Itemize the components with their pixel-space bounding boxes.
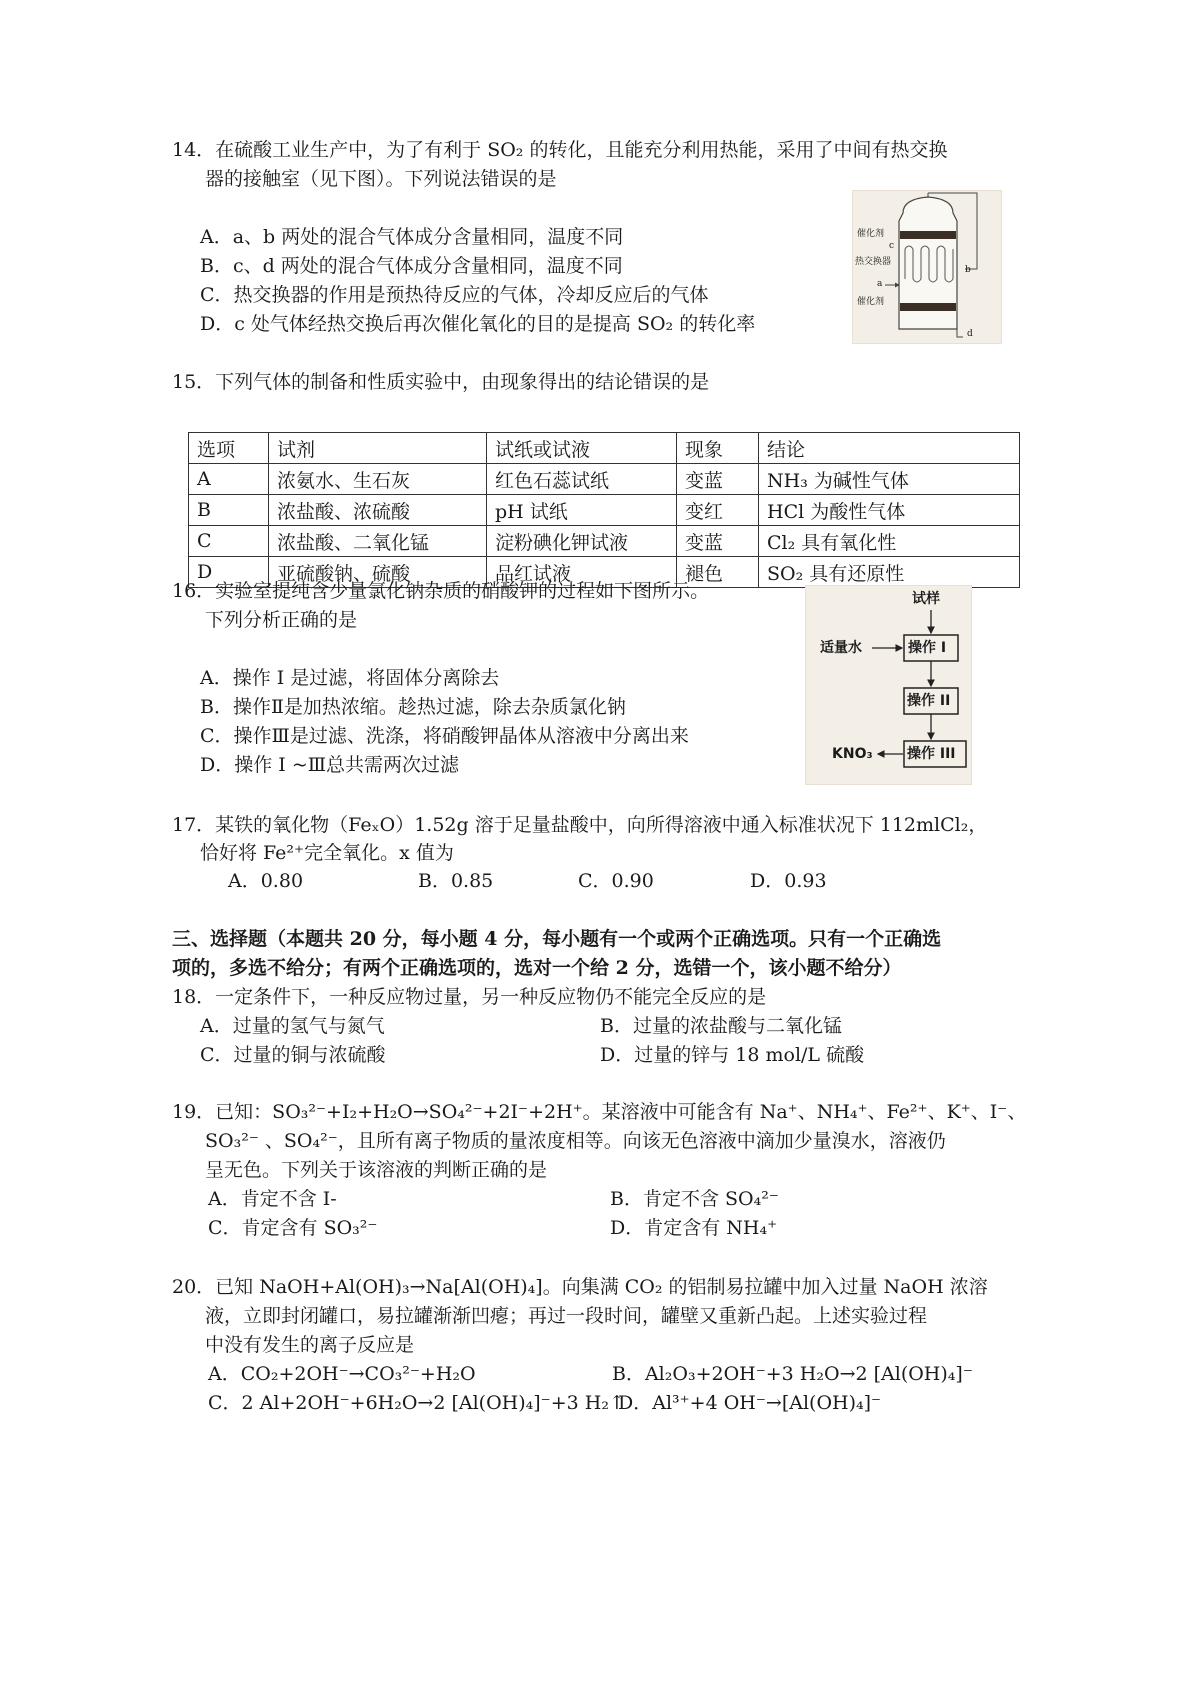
q20-option-d: D．Al³⁺+4 OH⁻→[Al(OH)₄]⁻ — [618, 1392, 882, 1414]
q16-stem-line2: 下列分析正确的是 — [205, 609, 358, 631]
q15-stem: 15．下列气体的制备和性质实验中，由现象得出的结论错误的是 — [172, 371, 710, 393]
q19-option-d: D．肯定含有 NH₄⁺ — [610, 1217, 778, 1239]
q14-option-d: D．c 处气体经热交换后再次催化氧化的目的是提高 SO₂ 的转化率 — [200, 313, 756, 335]
table-cell: 浓氨水、生石灰 — [269, 464, 487, 495]
figure-label-catalyst-bottom: 催化剂 — [857, 297, 885, 307]
q18-option-b: B．过量的浓盐酸与二氧化锰 — [600, 1015, 842, 1037]
q19-option-b: B．肯定不含 SO₄²⁻ — [610, 1188, 779, 1210]
q15-table — [188, 432, 1020, 588]
table-cell: 品红试液 — [487, 557, 677, 588]
q16-stem-line1: 16．实验室提纯含少量氯化钠杂质的硝酸钾的过程如下图所示。 — [172, 580, 710, 602]
figure-label-a: a — [877, 279, 883, 289]
section3-heading-line2: 项的，多选不给分；有两个正确选项的，选对一个给 2 分，选错一个，该小题不给分） — [172, 957, 902, 979]
q14-option-c: C．热交换器的作用是预热待反应的气体，冷却反应后的气体 — [200, 284, 709, 306]
figure-label-d: d — [967, 329, 973, 339]
table-header-cell: 试纸或试液 — [487, 433, 677, 464]
table-header-cell: 现象 — [677, 433, 759, 464]
q19-stem-line2: SO₃²⁻ 、SO₄²⁻，且所有离子物质的量浓度相等。向该无色溶液中滴加少量溴水，溶液仍 — [205, 1130, 946, 1152]
table-cell: 变红 — [677, 495, 759, 526]
q14-stem-line1: 14．在硫酸工业生产中，为了有利于 SO₂ 的转化，且能充分利用热能，采用了中间有热交换 — [172, 139, 948, 161]
q14-option-a: A．a、b 两处的混合气体成分含量相同，温度不同 — [200, 226, 624, 248]
q18-option-a: A．过量的氢气与氮气 — [200, 1015, 385, 1037]
q20-stem-line2: 液，立即封闭罐口，易拉罐渐渐凹瘪；再过一段时间，罐壁又重新凸起。上述实验过程 — [205, 1305, 928, 1327]
q14-option-b: B．c、d 两处的混合气体成分含量相同，温度不同 — [200, 255, 623, 277]
flow-water-label: 适量水 — [820, 640, 862, 656]
flow-op2-label: 操作 II — [907, 693, 951, 709]
table-cell: 亚硫酸钠、硫酸 — [269, 557, 487, 588]
q19-stem-line3: 呈无色。下列关于该溶液的判断正确的是 — [205, 1159, 548, 1181]
q17-option-c: C．0.90 — [578, 870, 654, 892]
table-cell: Cl₂ 具有氧化性 — [759, 526, 1020, 557]
table-cell: SO₂ 具有还原性 — [759, 557, 1020, 588]
figure-label-exchanger: 热交换器 — [855, 257, 892, 267]
table-header-row — [189, 433, 1020, 464]
flow-product-label: KNO₃ — [832, 746, 873, 762]
table-header-cell: 试剂 — [269, 433, 487, 464]
table-cell: 浓盐酸、浓硫酸 — [269, 495, 487, 526]
table-cell: 红色石蕊试纸 — [487, 464, 677, 495]
table-cell: 变蓝 — [677, 464, 759, 495]
table-cell: C — [189, 526, 269, 557]
flow-op3-label: 操作 III — [907, 746, 956, 762]
flow-sample-label: 试样 — [912, 591, 940, 607]
q18-option-d: D．过量的锌与 18 mol/L 硫酸 — [600, 1044, 865, 1066]
q16-option-a: A．操作 I 是过滤，将固体分离除去 — [200, 667, 500, 689]
q17-stem-line1: 17．某铁的氧化物（FeₓO）1.52g 溶于足量盐酸中，向所得溶液中通入标准状况下 112mlCl₂， — [172, 814, 988, 836]
q17-option-d: D．0.93 — [750, 870, 827, 892]
table-cell: HCl 为酸性气体 — [759, 495, 1020, 526]
table-cell: 变蓝 — [677, 526, 759, 557]
table-cell: pH 试纸 — [487, 495, 677, 526]
q20-option-b: B．Al₂O₃+2OH⁻+3 H₂O→2 [Al(OH)₄]⁻ — [612, 1363, 973, 1385]
contact-chamber-figure — [852, 190, 1002, 344]
q19-option-a: A．肯定不含 I- — [208, 1188, 337, 1210]
q19-stem-line1: 19．已知：SO₃²⁻+I₂+H₂O→SO₄²⁻+2I⁻+2H⁺。某溶液中可能含有 Na⁺、NH₄⁺、Fe²⁺、K⁺、I⁻、 — [172, 1101, 1027, 1123]
q20-option-c: C．2 Al+2OH⁻+6H₂O→2 [Al(OH)₄]⁻+3 H₂↑ — [208, 1392, 625, 1414]
figure-label-b: b — [965, 265, 971, 275]
section3-heading-line1: 三、选择题（本题共 20 分，每小题 4 分，每小题有一个或两个正确选项。只有一个正确选 — [172, 928, 942, 950]
table-row — [189, 464, 1020, 495]
table-cell: B — [189, 495, 269, 526]
q17-option-a: A．0.80 — [228, 870, 304, 892]
q14-stem-line2: 器的接触室（见下图）。下列说法错误的是 — [205, 168, 557, 190]
figure-label-c: c — [889, 241, 895, 251]
q16-option-d: D．操作 I ~Ⅲ总共需两次过滤 — [200, 754, 460, 776]
table-row — [189, 526, 1020, 557]
q17-option-b: B．0.85 — [418, 870, 494, 892]
q17-stem-line2: 恰好将 Fe²⁺完全氧化。x 值为 — [200, 842, 454, 864]
table-header-cell: 结论 — [759, 433, 1020, 464]
q19-option-c: C．肯定含有 SO₃²⁻ — [208, 1217, 378, 1239]
contact-chamber-diagram — [853, 191, 1001, 343]
q16-option-b: B．操作Ⅱ是加热浓缩。趁热过滤，除去杂质氯化钠 — [200, 696, 626, 718]
q20-stem-line1: 20．已知 NaOH+Al(OH)₃→Na[Al(OH)₄]。向集满 CO₂ 的铝制易拉罐中加入过量 NaOH 浓溶 — [172, 1276, 988, 1298]
q16-option-c: C．操作Ⅲ是过滤、洗涤，将硝酸钾晶体从溶液中分离出来 — [200, 725, 689, 747]
q20-stem-line3: 中没有发生的离子反应是 — [205, 1334, 415, 1356]
table-cell: 淀粉碘化钾试液 — [487, 526, 677, 557]
table-cell: 浓盐酸、二氧化锰 — [269, 526, 487, 557]
q20-option-a: A．CO₂+2OH⁻→CO₃²⁻+H₂O — [208, 1363, 476, 1385]
table-cell: 褪色 — [677, 557, 759, 588]
purification-flowchart — [805, 585, 972, 785]
table-cell: D — [189, 557, 269, 588]
table-header-cell: 选项 — [189, 433, 269, 464]
table-cell: NH₃ 为碱性气体 — [759, 464, 1020, 495]
q18-stem: 18．一定条件下，一种反应物过量，另一种反应物仍不能完全反应的是 — [172, 986, 767, 1008]
table-row — [189, 495, 1020, 526]
q18-option-c: C．过量的铜与浓硫酸 — [200, 1044, 386, 1066]
figure-label-catalyst-top: 催化剂 — [857, 229, 885, 239]
flow-op1-label: 操作 I — [908, 640, 947, 656]
table-cell: A — [189, 464, 269, 495]
